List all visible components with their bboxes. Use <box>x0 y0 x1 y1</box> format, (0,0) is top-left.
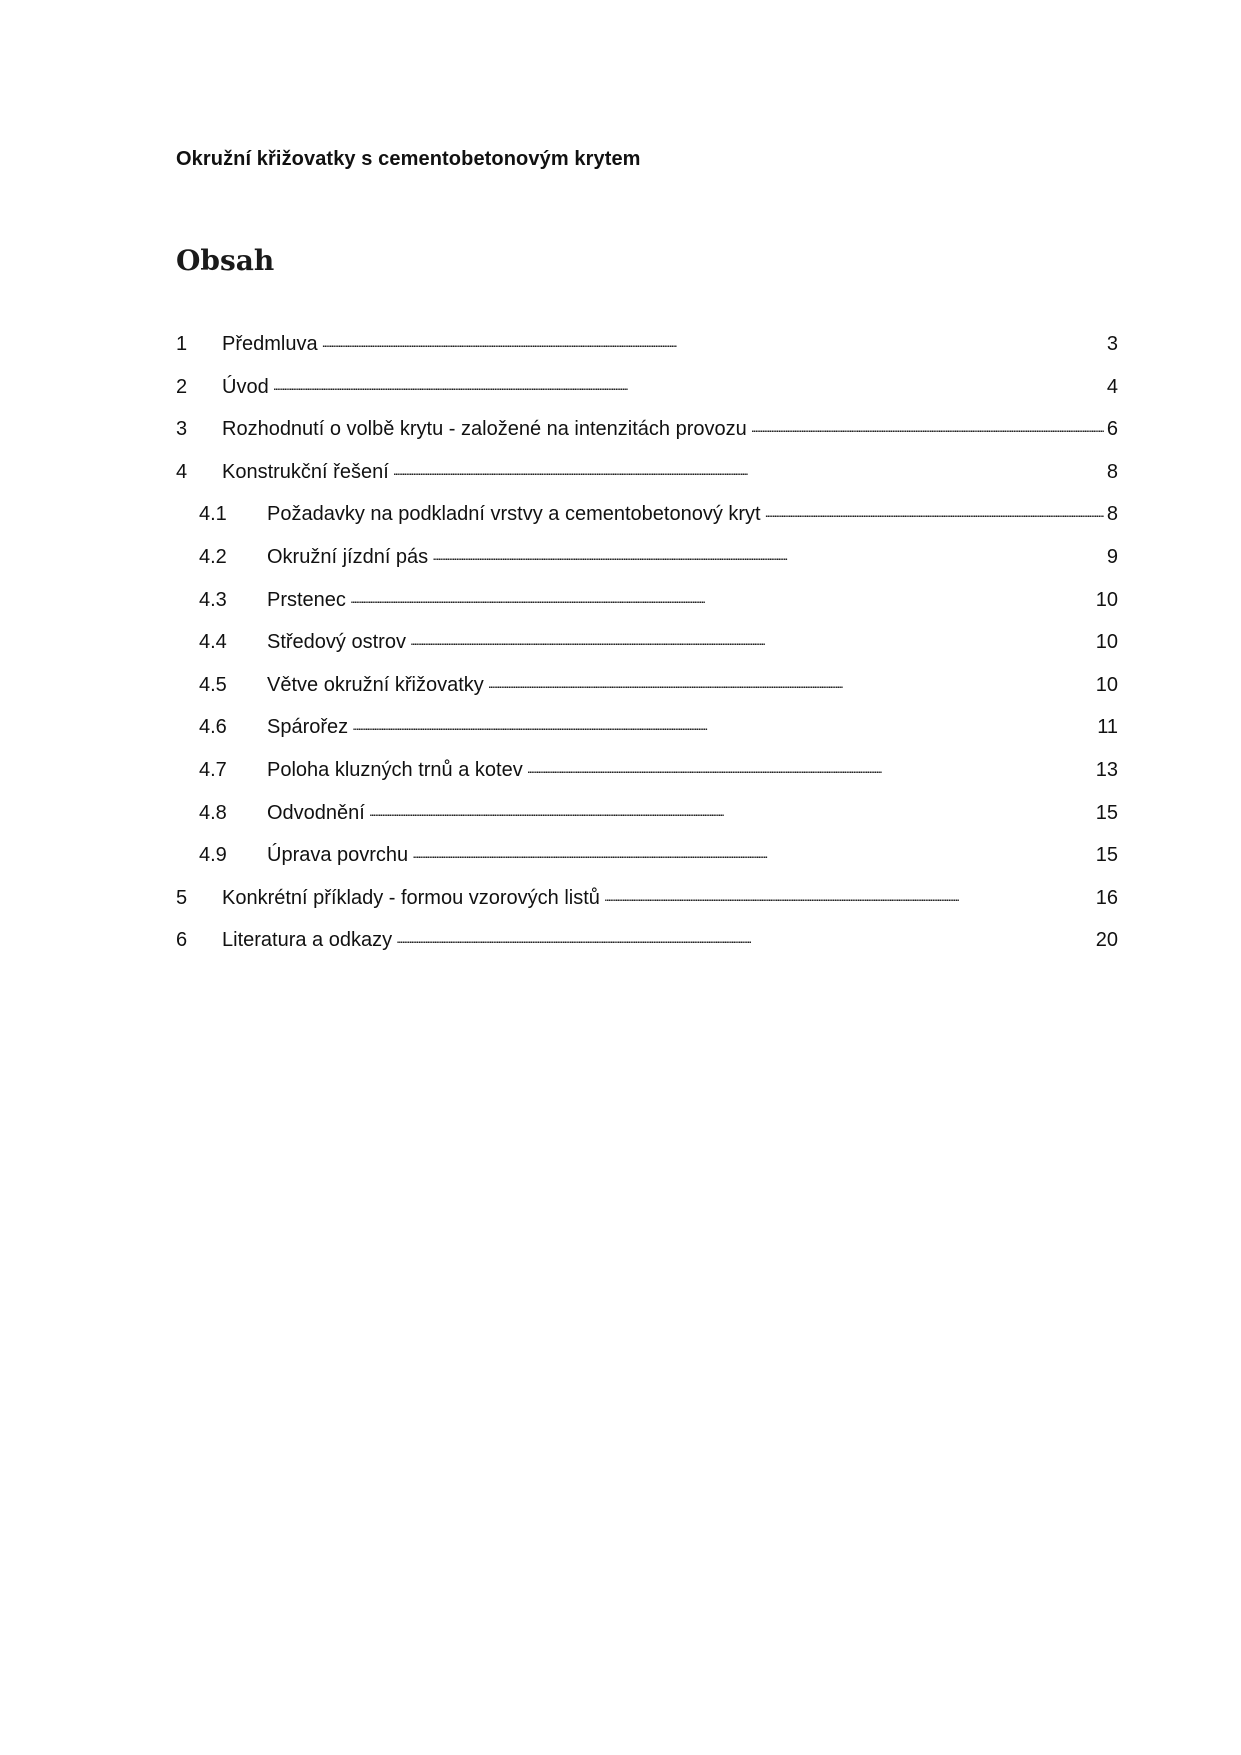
toc-subentry[interactable] <box>176 713 1118 756</box>
toc-subentry[interactable] <box>176 586 1118 629</box>
toc-entry-page: 8 <box>1106 460 1118 483</box>
toc-entry-label: Větve okružní křižovatky <box>267 673 484 696</box>
toc-entry-number: 4.1 <box>199 503 227 526</box>
toc-subentry[interactable] <box>176 543 1118 586</box>
toc-entry-page: 10 <box>1095 673 1118 696</box>
toc-dot-leader <box>765 500 1104 520</box>
toc-entry-label: Úprava povrchu <box>267 844 409 867</box>
toc-entry-number: 4.9 <box>199 844 227 867</box>
toc-entry-number: 4.4 <box>199 631 227 654</box>
toc-entry-label: Okružní jízdní pás <box>267 545 429 568</box>
toc-entry-number: 4.8 <box>199 801 227 824</box>
toc-entry-number: 1 <box>176 333 188 355</box>
table-of-contents <box>176 330 1118 969</box>
toc-entry[interactable] <box>176 373 1118 416</box>
toc-entry-number: 5 <box>176 886 188 909</box>
toc-dot-leader <box>396 926 1093 946</box>
toc-dot-leader <box>527 756 1093 776</box>
toc-dot-leader <box>604 884 1093 904</box>
toc-dot-leader <box>273 373 1104 393</box>
toc-entry-label: Konkrétní příklady - formou vzorových listů <box>222 886 600 909</box>
toc-entry-page: 3 <box>1106 333 1118 355</box>
toc-entry-label: Požadavky na podkladní vrstvy a cementobetonový kryt <box>267 503 761 526</box>
toc-entry-page: 15 <box>1095 844 1118 867</box>
toc-entry-number: 3 <box>176 418 188 441</box>
toc-entry-label: Rozhodnutí o volbě krytu - založené na intenzitách provozu <box>222 418 747 441</box>
toc-entry-label: Prstenec <box>267 588 346 611</box>
toc-entry-number: 4 <box>176 460 188 483</box>
toc-entry-number: 4.3 <box>199 588 227 611</box>
toc-entry[interactable] <box>176 458 1118 501</box>
toc-subentry[interactable] <box>176 841 1118 884</box>
toc-entry-page: 8 <box>1106 503 1118 526</box>
toc-entry-label: Spárořez <box>267 716 349 739</box>
toc-entry[interactable] <box>176 926 1118 969</box>
toc-entry-number: 4.7 <box>199 758 227 781</box>
toc-entry-page: 15 <box>1095 801 1118 824</box>
toc-entry-page: 10 <box>1095 588 1118 611</box>
toc-subentry[interactable] <box>176 671 1118 714</box>
toc-dot-leader <box>352 713 1094 733</box>
toc-subentry[interactable] <box>176 756 1118 799</box>
toc-entry[interactable] <box>176 330 1118 373</box>
toc-dot-leader <box>751 415 1104 435</box>
toc-entry-page: 16 <box>1095 886 1118 909</box>
toc-entry-page: 20 <box>1095 929 1118 952</box>
toc-entry-page: 13 <box>1095 758 1118 781</box>
toc-entry-page: 11 <box>1097 716 1118 739</box>
toc-dot-leader <box>350 586 1093 606</box>
toc-entry-page: 9 <box>1106 545 1118 568</box>
toc-entry-page: 10 <box>1095 631 1118 654</box>
toc-dot-leader <box>322 330 1104 350</box>
toc-entry-number: 4.6 <box>199 716 227 739</box>
toc-entry-label: Konstrukční řešení <box>222 460 389 483</box>
toc-entry[interactable] <box>176 884 1118 927</box>
toc-dot-leader <box>488 671 1093 691</box>
toc-entry-number: 4.5 <box>199 673 227 696</box>
toc-entry-label: Úvod <box>222 375 269 398</box>
toc-subentry[interactable] <box>176 799 1118 842</box>
toc-entry-number: 6 <box>176 929 188 952</box>
toc-entry-label: Literatura a odkazy <box>222 929 393 952</box>
toc-subentry[interactable] <box>176 500 1118 543</box>
toc-dot-leader <box>410 628 1093 648</box>
toc-entry-page: 4 <box>1106 375 1118 398</box>
toc-entry-page: 6 <box>1106 418 1118 441</box>
toc-entry-label: Odvodnění <box>267 801 365 824</box>
toc-entry-label: Středový ostrov <box>267 631 406 654</box>
document-title: Okružní křižovatky s cementobetonovým krytem <box>176 148 641 170</box>
toc-dot-leader <box>412 841 1093 861</box>
toc-dot-leader <box>369 799 1093 819</box>
toc-dot-leader <box>432 543 1104 563</box>
toc-entry[interactable] <box>176 415 1118 458</box>
toc-entry-label: Předmluva <box>222 333 318 355</box>
toc-entry-number: 2 <box>176 375 188 398</box>
toc-entry-label: Poloha kluzných trnů a kotev <box>267 758 523 781</box>
toc-subentry[interactable] <box>176 628 1118 671</box>
toc-entry-number: 4.2 <box>199 545 227 568</box>
toc-heading: Obsah <box>176 244 275 277</box>
toc-dot-leader <box>393 458 1104 478</box>
